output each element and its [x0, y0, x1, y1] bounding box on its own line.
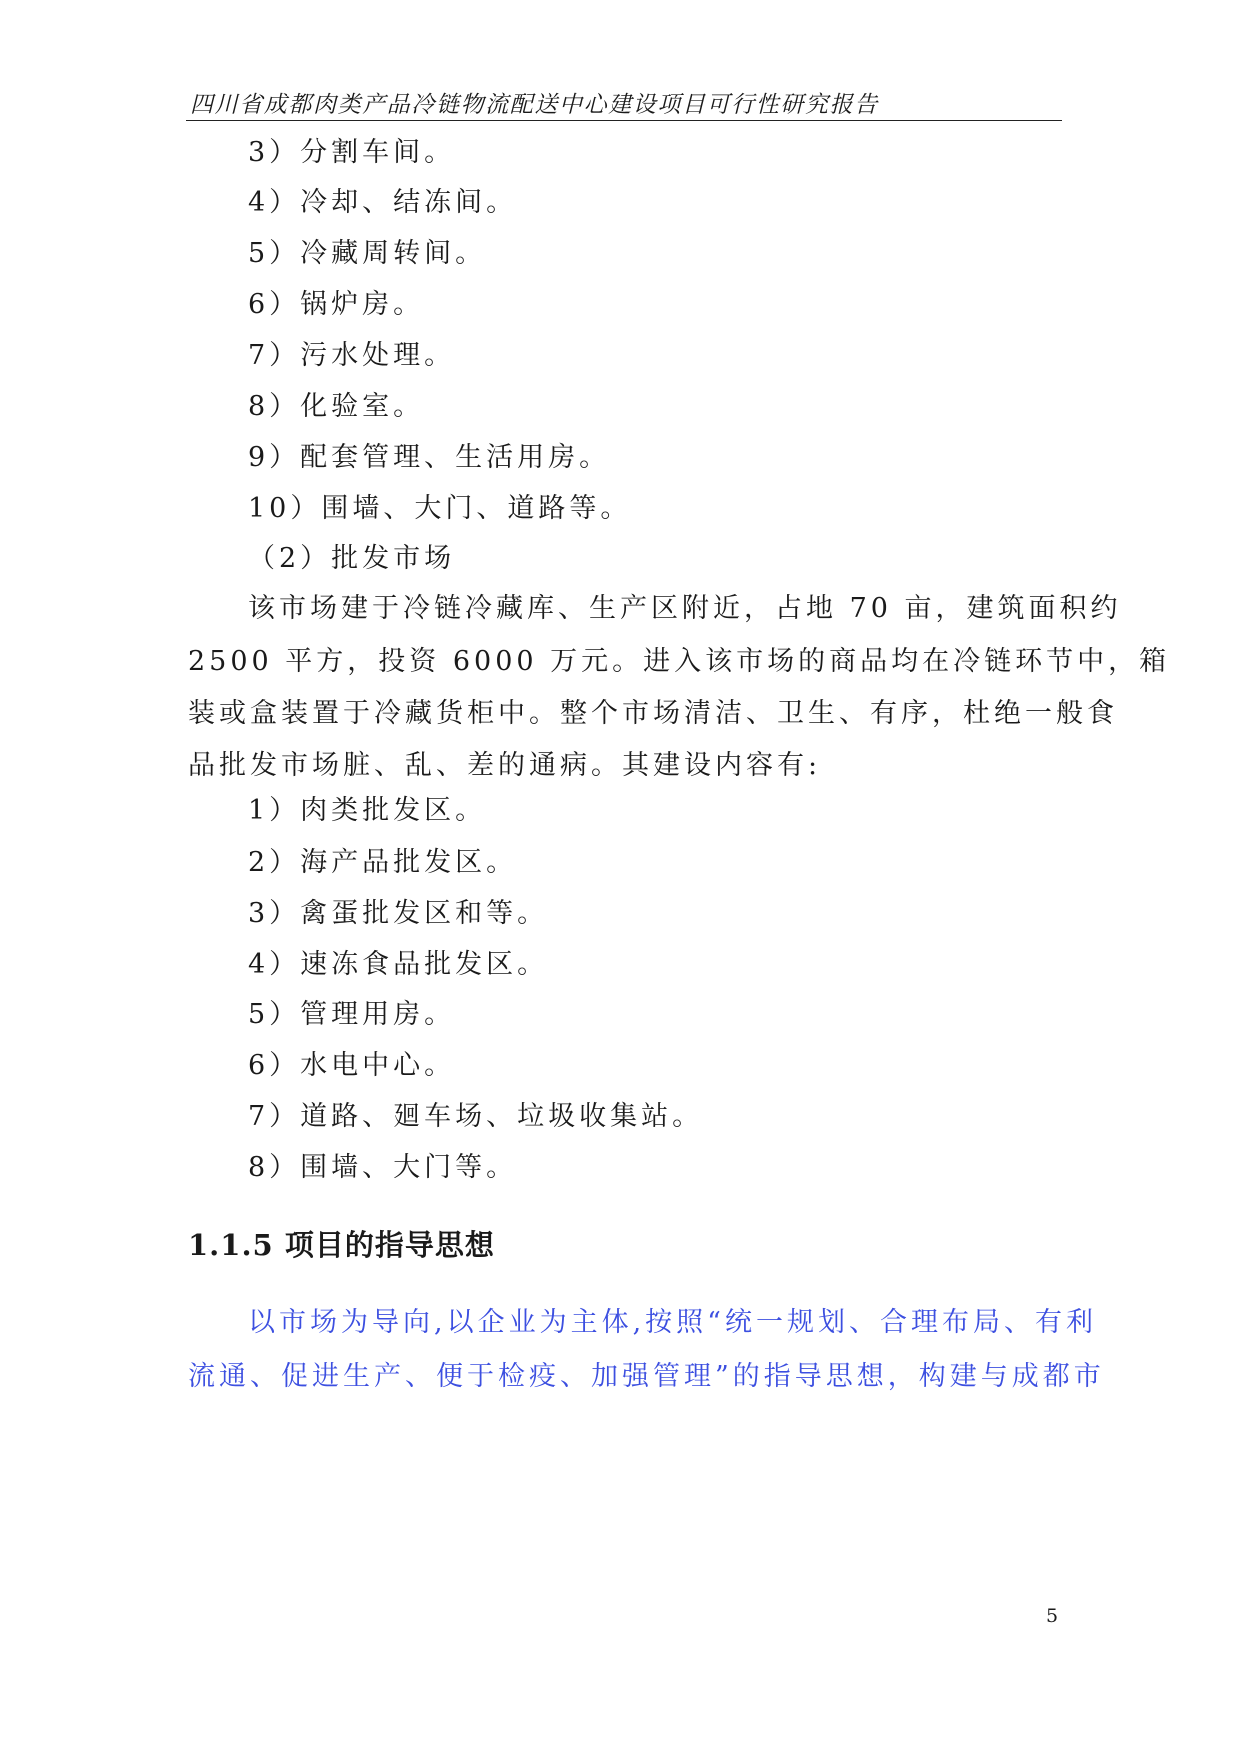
subsection-title: （2）批发市场	[248, 543, 456, 574]
list-item: 3）分割车间。	[248, 137, 456, 168]
paragraph-line: 装或盒装置于冷藏货柜中。整个市场清洁、卫生、有序，杜绝一般食	[188, 698, 1118, 729]
list-item: 4）速冻食品批发区。	[248, 949, 549, 980]
paragraph-line: 品批发市场脏、乱、差的通病。其建设内容有:	[188, 750, 822, 781]
list-item: 7）污水处理。	[248, 340, 456, 371]
list-item: 7）道路、廻车场、垃圾收集站。	[248, 1101, 704, 1132]
section-heading: 1.1.5 项目的指导思想	[188, 1228, 495, 1262]
list-item: 5）管理用房。	[248, 999, 456, 1030]
list-item: 2）海产品批发区。	[248, 847, 518, 878]
list-item: 3）禽蛋批发区和等。	[248, 898, 549, 929]
section-text-line: 流通、促进生产、便于检疫、加强管理”的指导思想，构建与成都市	[188, 1361, 1105, 1392]
page-number: 5	[1046, 1605, 1059, 1627]
list-item: 4）冷却、结冻间。	[248, 187, 518, 218]
list-item: 9）配套管理、生活用房。	[248, 442, 611, 473]
paragraph-line: 2500 平方，投资 6000 万元。进入该市场的商品均在冷链环节中，箱	[188, 646, 1171, 677]
list-item: 6）锅炉房。	[248, 289, 425, 320]
list-item: 6）水电中心。	[248, 1050, 456, 1081]
section-text-line: 以市场为导向,以企业为主体,按照“统一规划、合理布局、有利	[248, 1307, 1097, 1338]
list-item: 10）围墙、大门、道路等。	[248, 493, 632, 524]
list-item: 8）化验室。	[248, 391, 425, 422]
paragraph-line: 该市场建于冷链冷藏库、生产区附近，占地 70 亩，建筑面积约	[248, 593, 1122, 624]
list-item: 8）围墙、大门等。	[248, 1152, 518, 1183]
list-item: 1）肉类批发区。	[248, 795, 487, 826]
header-title: 四川省成都肉类产品冷链物流配送中心建设项目可行性研究报告	[190, 92, 879, 118]
list-item: 5）冷藏周转间。	[248, 238, 487, 269]
page-header	[186, 84, 1062, 121]
